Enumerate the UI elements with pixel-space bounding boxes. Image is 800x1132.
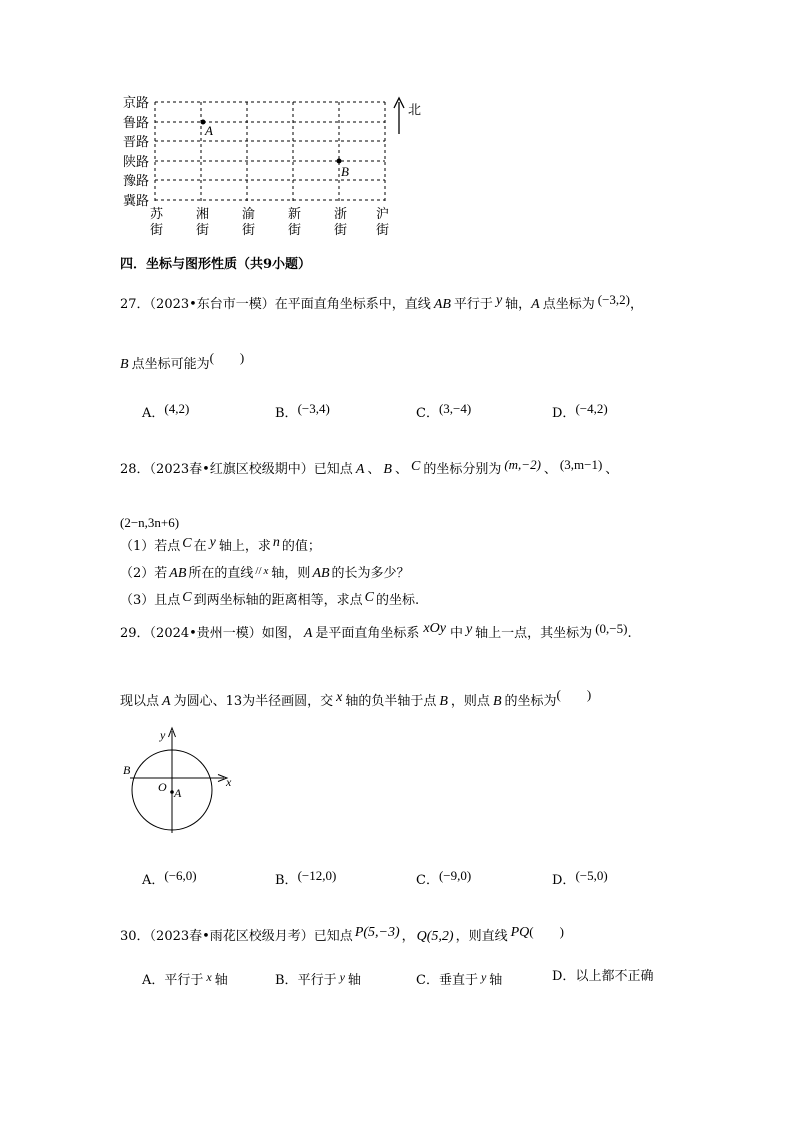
- option-value: (−3,4): [297, 401, 330, 416]
- grid-lines: [155, 102, 385, 204]
- q30-option-c[interactable]: [416, 969, 502, 989]
- coordinate: (2−n,3n+6): [120, 515, 180, 530]
- question-text: 轴，: [505, 297, 532, 312]
- question-text: 点坐标为: [542, 297, 595, 312]
- math-var: AB: [433, 297, 451, 312]
- point-b-dot: [337, 159, 342, 164]
- option-text: 以上都不正确: [575, 969, 654, 984]
- question-source: （2023春•红旗区校级期中）已知点: [149, 462, 353, 477]
- math-var: A: [355, 462, 365, 477]
- coordinate: (m,−2): [504, 457, 541, 472]
- q30-option-a[interactable]: [142, 969, 228, 989]
- coordinate: Q(5,2): [416, 929, 454, 944]
- math-var: n: [272, 535, 280, 550]
- q27-option-d[interactable]: [552, 401, 608, 422]
- math-var: y: [465, 622, 473, 637]
- coordinate: (3,m−1): [559, 457, 603, 472]
- math-var: A: [303, 626, 313, 641]
- option-value: (−5,0): [575, 868, 608, 883]
- option-value: (−4,2): [575, 401, 608, 416]
- point-b-label: B: [341, 164, 349, 179]
- math-var: AB: [312, 566, 330, 581]
- question-source: （2024•贵州一模）如图，: [149, 626, 301, 641]
- coordinate: P(5,−3): [354, 925, 400, 940]
- math-var: A: [531, 297, 540, 312]
- question-text: 点坐标可能为: [131, 357, 210, 372]
- math-var: B: [439, 694, 448, 709]
- math-var: B: [383, 462, 392, 477]
- question-text: 的坐标为: [504, 694, 557, 709]
- question-number: 28．: [120, 462, 150, 477]
- option-label: B．: [275, 406, 298, 421]
- question-text: 的坐标分别为: [423, 462, 502, 477]
- q27-option-a[interactable]: [142, 401, 189, 422]
- street-label: 街: [150, 222, 164, 237]
- math-var: C: [182, 536, 192, 551]
- option-label: A．: [142, 873, 165, 888]
- road-label: 陕路: [123, 154, 150, 169]
- coordinate: (0,−5): [595, 621, 628, 636]
- math-var: x: [263, 565, 269, 577]
- q27-option-b[interactable]: [275, 401, 330, 422]
- question-text: 轴上，求: [218, 539, 271, 554]
- street-label: 街: [334, 222, 348, 237]
- question-text: 到两坐标轴的距离相等，求点: [193, 593, 363, 608]
- option-label: D．: [552, 406, 576, 421]
- point-a-label: A: [205, 123, 213, 138]
- answer-paren: ( ): [529, 924, 564, 939]
- math-var: PQ: [510, 925, 530, 940]
- option-text: 垂直于: [438, 973, 478, 988]
- option-label: A．: [142, 406, 165, 421]
- punctuation: .: [627, 626, 632, 641]
- q29-option-a[interactable]: [142, 868, 197, 889]
- math-var: x: [336, 690, 343, 705]
- punctuation: ，: [401, 929, 415, 944]
- question-source: （2023春•雨花区校级月考）已知点: [149, 929, 353, 944]
- question-text: （2）若: [120, 566, 168, 581]
- question-text: 所在的直线: [188, 566, 254, 581]
- option-label: C．: [416, 406, 439, 421]
- option-label: C．: [416, 873, 439, 888]
- punctuation: 、: [394, 462, 408, 477]
- street-label: 街: [288, 222, 302, 237]
- question-text: 轴上一点，其坐标为: [475, 626, 593, 641]
- question-text: （1）若点: [120, 539, 181, 554]
- question-text: 的值；: [281, 539, 321, 554]
- y-axis: [169, 728, 176, 833]
- q30-option-b[interactable]: [275, 969, 361, 989]
- coordinate: (−3,2): [597, 292, 630, 307]
- x-axis-label: x: [226, 775, 232, 789]
- question-28-line2: [120, 515, 179, 532]
- math-var: C: [410, 459, 421, 474]
- road-labels: [123, 95, 149, 208]
- question-text: 轴，则: [271, 566, 311, 581]
- question-text: 在: [193, 539, 207, 554]
- punctuation: ，: [630, 297, 644, 312]
- question-27-line1: [120, 292, 643, 313]
- question-number: 29．: [120, 626, 150, 641]
- math-var: AB: [169, 566, 187, 581]
- option-label: B．: [275, 973, 298, 988]
- street-label: 苏: [150, 206, 164, 221]
- question-text: 的坐标.: [375, 593, 420, 608]
- option-value: (−6,0): [164, 868, 197, 883]
- question-28-sub1: [120, 535, 321, 555]
- math-var: y: [339, 970, 345, 984]
- street-label: 浙: [334, 206, 348, 221]
- street-label: 沪: [376, 206, 390, 221]
- math-var: B: [492, 694, 502, 709]
- question-text: 中: [449, 626, 463, 641]
- math-symbol: //: [255, 565, 262, 577]
- street-label: 湘: [196, 206, 210, 221]
- option-value: (−9,0): [438, 868, 472, 883]
- question-27-line2: [120, 350, 244, 373]
- punctuation: 、: [367, 462, 381, 477]
- option-label: D．: [552, 969, 576, 984]
- road-label: 冀路: [123, 193, 150, 208]
- y-axis-label: y: [160, 728, 166, 742]
- question-30-line1: [120, 924, 564, 945]
- option-label: A．: [142, 973, 165, 988]
- punctuation: 、: [543, 462, 557, 477]
- north-label: 北: [408, 103, 422, 118]
- street-map-figure: [115, 92, 435, 242]
- math-var: A: [162, 694, 171, 709]
- math-var: y: [480, 970, 487, 984]
- math-var: B: [120, 357, 129, 372]
- option-text: 平行于: [297, 973, 337, 988]
- question-text: 的长为多少？: [331, 566, 410, 581]
- question-text: 是平面直角坐标系: [315, 626, 420, 641]
- option-text: 平行于: [164, 973, 204, 988]
- option-text: 轴: [214, 973, 228, 988]
- math-var: y: [209, 535, 216, 550]
- question-29-line1: [120, 621, 632, 642]
- point-b-label: B: [123, 763, 131, 777]
- answer-paren: ( ): [209, 350, 245, 365]
- q27-option-c[interactable]: [416, 401, 471, 422]
- north-arrow-icon: [394, 98, 404, 134]
- road-label: 京路: [123, 95, 150, 110]
- street-labels: [150, 206, 389, 237]
- question-text: ，则直线: [455, 929, 508, 944]
- q29-option-c[interactable]: [416, 868, 471, 889]
- question-number: 27．: [120, 297, 150, 312]
- question-source: （2023•东台市一模）在平面直角坐标系中，直线: [149, 297, 431, 312]
- question-number: 30．: [120, 929, 150, 944]
- option-label: C．: [416, 973, 439, 988]
- option-value: (3,−4): [438, 401, 472, 416]
- road-label: 鲁路: [123, 115, 150, 130]
- q29-option-d[interactable]: [552, 868, 608, 889]
- road-label: 豫路: [123, 173, 150, 188]
- question-text: ，则点: [450, 694, 490, 709]
- road-label: 晋路: [123, 134, 150, 149]
- option-label: B．: [275, 873, 298, 888]
- question-28-sub3: [120, 590, 419, 609]
- question-text: 现以点: [120, 694, 160, 709]
- question-28-line1: [120, 457, 618, 478]
- q29-option-b[interactable]: [275, 868, 336, 889]
- question-text: 为圆心、13为半径画圆，交: [173, 694, 334, 709]
- street-label: 街: [376, 222, 390, 237]
- math-var: C: [364, 590, 374, 605]
- math-var: C: [182, 590, 192, 605]
- street-label: 街: [242, 222, 256, 237]
- circle-coordinate-figure: [118, 725, 238, 837]
- math-var: xOy: [423, 621, 446, 636]
- q30-option-d[interactable]: [552, 969, 653, 985]
- option-label: D．: [552, 873, 576, 888]
- question-text: 平行于: [453, 297, 493, 312]
- origin-label: O: [158, 780, 167, 794]
- question-text: 轴的负半轴于点: [345, 694, 437, 709]
- math-var: x: [206, 970, 212, 984]
- question-text: （3）且点: [120, 593, 181, 608]
- option-value: (4,2): [164, 401, 190, 416]
- street-label: 街: [196, 222, 210, 237]
- question-29-line2: [120, 687, 591, 710]
- point-a-label: A: [174, 786, 182, 800]
- street-label: 新: [288, 206, 302, 221]
- punctuation: 、: [605, 462, 619, 477]
- option-text: 轴: [489, 973, 503, 988]
- question-28-sub2: [120, 563, 410, 582]
- x-axis: [130, 775, 227, 782]
- option-text: 轴: [347, 973, 361, 988]
- option-value: (−12,0): [297, 868, 337, 883]
- section-title: 四．坐标与图形性质（共9小题）: [120, 257, 312, 272]
- street-label: 渝: [242, 206, 256, 221]
- math-var: y: [495, 293, 503, 308]
- answer-paren: ( ): [556, 687, 592, 702]
